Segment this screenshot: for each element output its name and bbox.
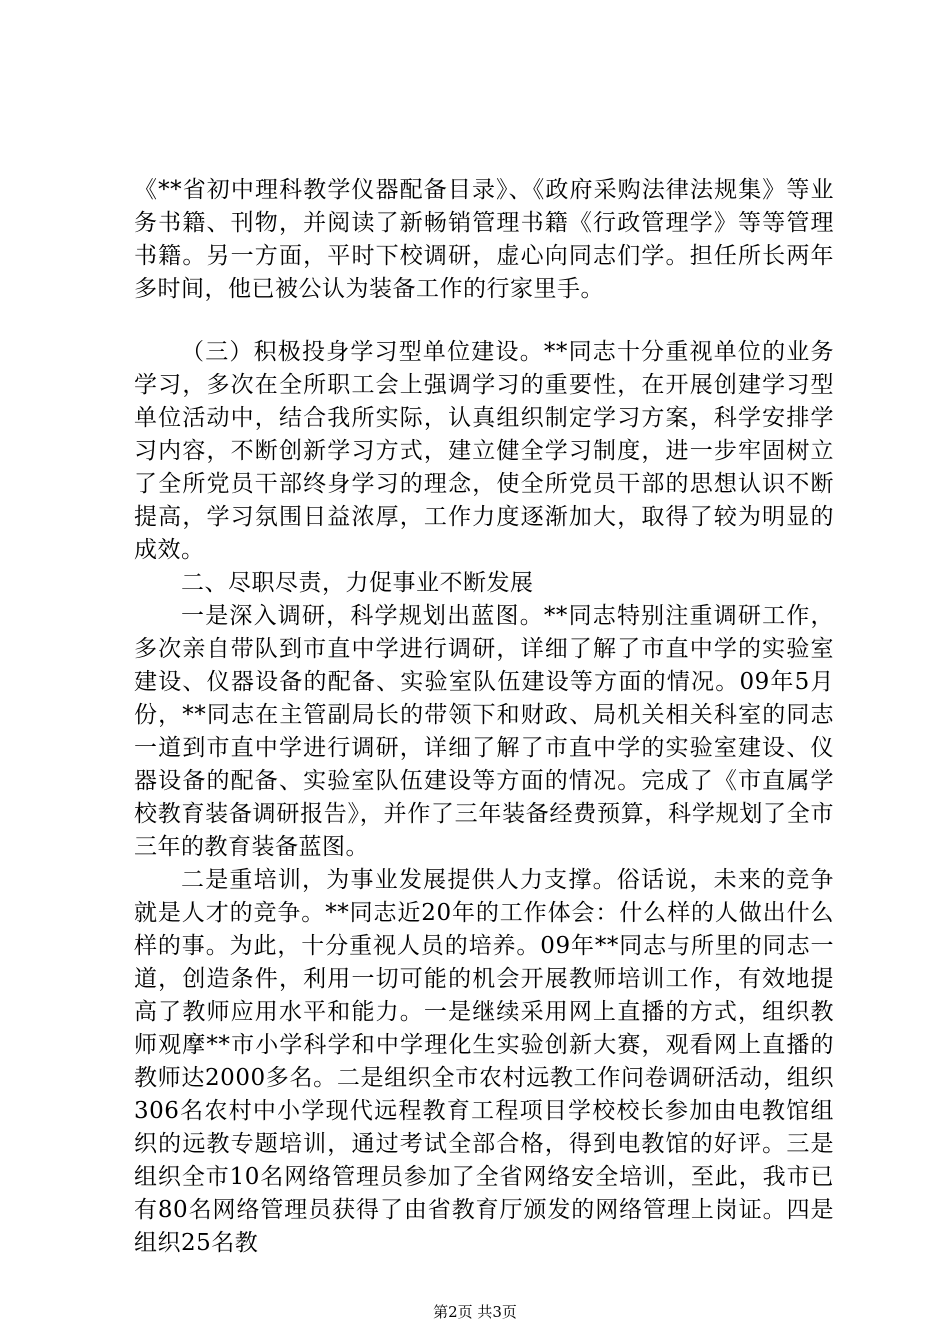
section-heading: 二、尽职尽责，力促事业不断发展 bbox=[181, 570, 534, 596]
paragraph-4: 二是重培训，为事业发展提供人力支撑。俗话说，未来的竞争就是人才的竞争。**同志近20年的工作体会：什么样的人做出什么样的事。为此，十分重视人员的培养。09年**同志与所里的同志一道，创造条件，利用一切可能的机会开展教师培训工作，有效地提高了教师应用水平和能力。一是继续采用网上直播的方式，组织教师观摩**市小学科学和中学理化生实验创新大赛，观看网上直播的教师达2000多名。二是组织全市农村远教工作问卷调研活动，组织306名农村中小学现代远程教育工程项目学校校长参加由电教馆组织的远教专题培训，通过考试全部合格，得到电教馆的好评。三是组织全市10名网络管理员参加了全省网络安全培训，至此，我市已有80名网络管理员获得了由省教育厅颁发的网络管理上岗证。四是组织25名教 bbox=[134, 867, 834, 1256]
paragraph-1: 《**省初中理科教学仪器配备目录》、《政府采购法律法规集》等业务书籍、刊物，并阅读了新畅销管理书籍《行政管理学》等等管理书籍。另一方面，平时下校调研，虚心向同志们学。担任所长两年多时间，他已被公认为装备工作的行家里手。 bbox=[134, 177, 834, 302]
document-body bbox=[134, 174, 834, 1260]
paragraph-3: 一是深入调研，科学规划出蓝图。**同志特别注重调研工作，多次亲自带队到市直中学进行调研，详细了解了市直中学的实验室建设、仪器设备的配备、实验室队伍建设等方面的情况。09年5月份，**同志在主管副局长的带领下和财政、局机关相关科室的同志一道到市直中学进行调研，详细了解了市直中学的实验室建设、仪器设备的配备、实验室队伍建设等方面的情况。完成了《市直属学校教育装备调研报告》，并作了三年装备经费预算，科学规划了全市三年的教育装备蓝图。 bbox=[134, 603, 834, 860]
page-footer: 第2页 共3页 bbox=[433, 1303, 517, 1321]
paragraph-2: （三）积极投身学习型单位建设。**同志十分重视单位的业务学习，多次在全所职工会上强调学习的重要性，在开展创建学习型单位活动中，结合我所实际，认真组织制定学习方案，科学安排学习内容，不断创新学习方式，建立健全学习制度，进一步牢固树立了全所党员干部终身学习的理念，使全所党员干部的思想认识不断提高，学习氛围日益浓厚，工作力度逐渐加大，取得了较为明显的成效。 bbox=[134, 339, 834, 563]
paragraph-gap bbox=[134, 306, 834, 336]
